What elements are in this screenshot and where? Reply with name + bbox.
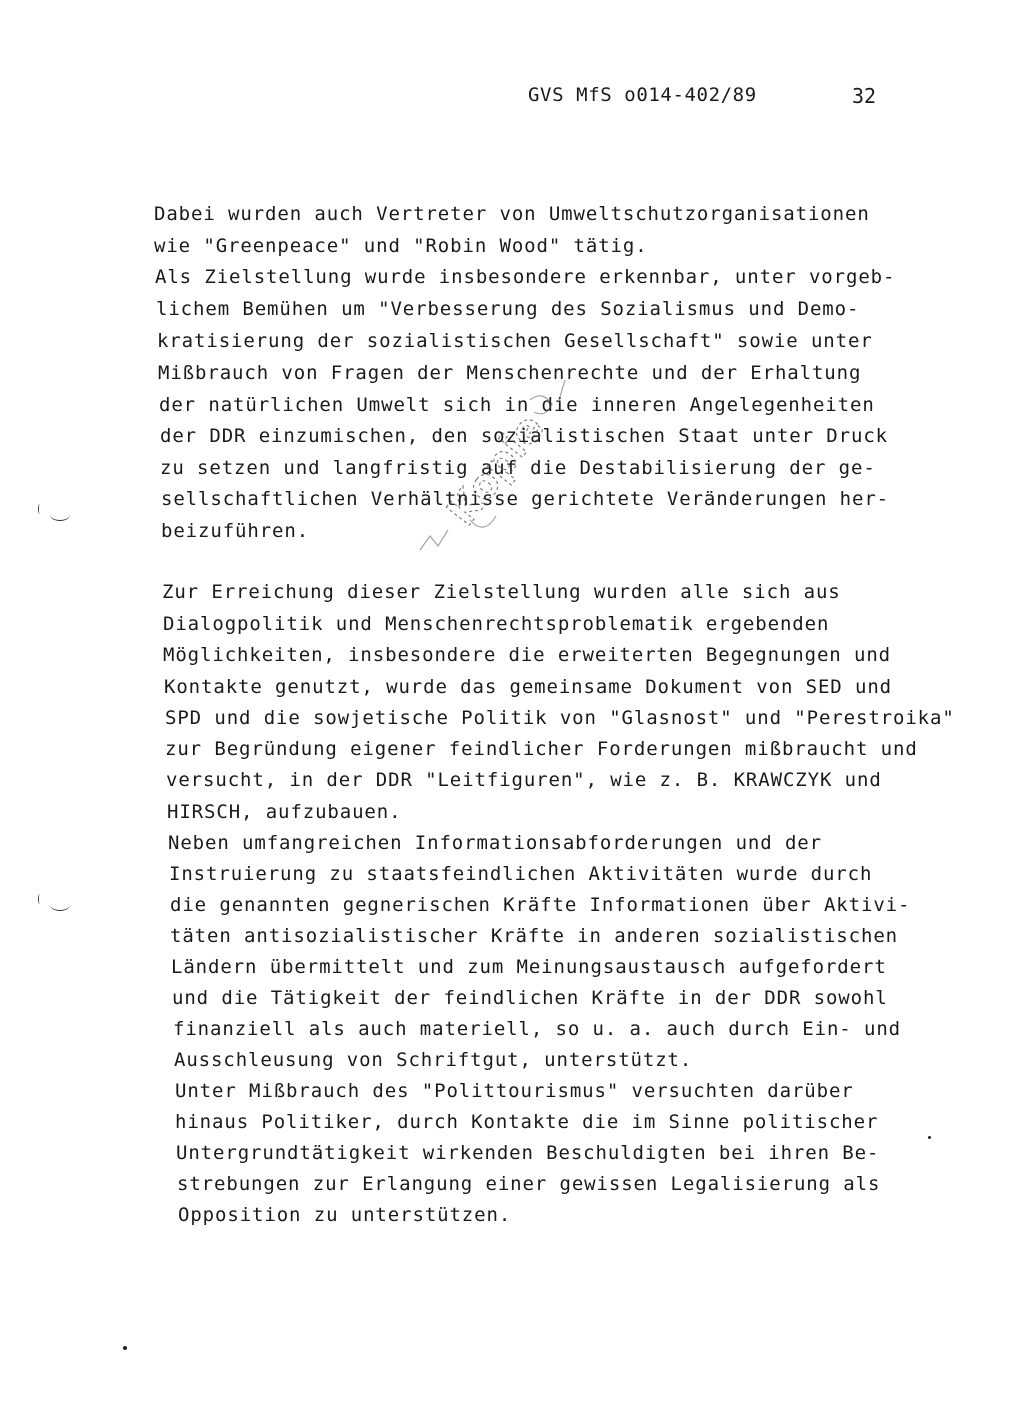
text-line: Kontakte genutzt, wurde das gemeinsame Dokument von SED und: [164, 676, 892, 698]
text-line: Unter Mißbrauch des "Polittourismus" versuchten darüber: [175, 1080, 854, 1102]
kopie-stamp: [390, 340, 630, 580]
text-line: die genannten gegnerischen Kräfte Informationen über Aktivi-: [170, 894, 911, 916]
text-line: sellschaftlichen Verhältnisse gerichtete Veränderungen her-: [161, 488, 889, 510]
text-line: finanziell als auch materiell, so u. a. auch durch Ein- und: [173, 1018, 901, 1040]
text-line: strebungen zur Erlangung einer gewissen Legalisierung als: [177, 1173, 881, 1195]
text-line: Möglichkeiten, insbesondere die erweiterten Begegnungen und: [163, 644, 891, 666]
svg-text:Kopie: Kopie: [438, 405, 554, 535]
margin-mark: [50, 898, 70, 911]
text-line: Ländern übermittelt und zum Meinungsaustausch aufgefordert: [171, 956, 887, 978]
text-line: wie "Greenpeace" und "Robin Wood" tätig.: [154, 235, 648, 257]
text-line: Neben umfangreichen Informationsabforderungen und der: [168, 832, 822, 854]
text-line: und die Tätigkeit der feindlichen Kräfte in der DDR sowohl: [172, 987, 888, 1009]
text-line: versucht, in der DDR "Leitfiguren", wie z. B. KRAWCZYK und: [166, 769, 882, 791]
text-line: Zur Erreichung dieser Zielstellung wurden alle sich aus: [162, 581, 841, 603]
text-line: Als Zielstellung wurde insbesondere erkennbar, unter vorgeb-: [155, 266, 896, 288]
speck: [123, 1346, 127, 1350]
text-line: kratisierung der sozialistischen Gesellschaft" sowie unter: [157, 330, 873, 352]
text-line: SPD und die sowjetische Politik von "Glasnost" und "Perestroika": [165, 707, 955, 729]
text-line: HIRSCH, aufzubauen.: [167, 801, 402, 823]
text-line: beizuführen.: [161, 520, 310, 542]
text-line: der natürlichen Umwelt sich in die inneren Angelegenheiten: [159, 394, 875, 416]
text-line: Mißbrauch von Fragen der Menschenrechte und der Erhaltung: [158, 362, 862, 384]
margin-mark: [50, 508, 70, 521]
text-line: Dabei wurden auch Vertreter von Umweltschutzorganisationen: [154, 203, 870, 225]
text-line: Ausschleusung von Schriftgut, unterstützt.: [174, 1049, 693, 1071]
page-number: 32: [852, 84, 877, 108]
text-line: Dialogpolitik und Menschenrechtsproblematik ergebenden: [163, 613, 830, 635]
text-line: Opposition zu unterstützen.: [178, 1204, 512, 1226]
text-line: zu setzen und langfristig auf die Destabilisierung der ge-: [160, 457, 876, 479]
speck: [928, 1136, 931, 1139]
document-reference: GVS MfS o014-402/89: [528, 84, 757, 106]
text-line: Untergrundtätigkeit wirkenden Beschuldigten bei ihren Be-: [176, 1142, 880, 1164]
text-line: Instruierung zu staatsfeindlichen Aktivitäten wurde durch: [169, 863, 873, 885]
text-line: täten antisozialistischer Kräfte in anderen sozialistischen: [170, 925, 898, 947]
text-line: hinaus Politiker, durch Kontakte die im Sinne politischer: [175, 1111, 879, 1133]
text-line: der DDR einzumischen, den sozialistischen Staat unter Druck: [160, 425, 888, 447]
text-line: zur Begründung eigener feindlicher Forderungen mißbraucht und: [165, 738, 918, 760]
text-line: lichem Bemühen um "Verbesserung des Sozialismus und Demo-: [156, 298, 860, 320]
